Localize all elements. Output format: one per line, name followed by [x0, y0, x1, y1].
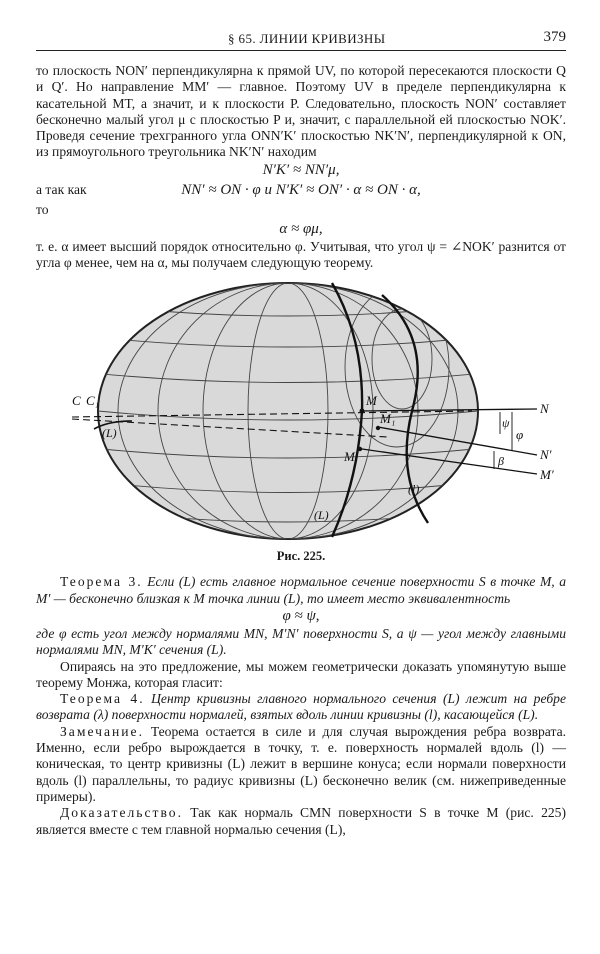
- formula-1: N′K′ ≈ NN′μ,: [262, 161, 340, 178]
- label-N-prime: N′: [540, 447, 552, 463]
- label-C1: C₁: [86, 393, 100, 409]
- book-page: [36, 28, 566, 838]
- label-M1: M₁: [380, 411, 396, 427]
- formula-row-3: [36, 200, 566, 220]
- theorem-3-after: где φ есть угол между нормалями MN, M′N′ поверхности S, а ψ — угол между главными нормалями MN, M′K′ сечения (L).: [36, 625, 566, 658]
- text-then: то: [36, 201, 49, 217]
- theorem-3: [36, 574, 566, 607]
- label-L-left: (L): [102, 426, 117, 441]
- ellipsoid-diagram: [32, 279, 572, 547]
- label-phi: φ: [516, 427, 524, 443]
- theorem-4: [36, 691, 566, 724]
- formula-3: α ≈ φμ,: [279, 220, 323, 237]
- point-M1: [376, 426, 380, 430]
- ellipsoid-surface: [98, 283, 478, 539]
- paragraph-1: то плоскость NON′ перпендикулярна к прямой UV, по которой пересекаются плоскости Q и Q′. Но направление MM′ — главное. Поэтому UV в пределе перпендикулярна к касательной MT, а значит, и к плоскости P. Следовательно, плоскость NON′ составляет бесконечно малый угол μ с плоскостью P и, значит, с параллельной ей плоскостью NOK′. Проведя сечение трехгранного угла ONN′K′ плоскостью NK′N′, перпендикулярной к ON, из прямоугольного треугольника NK′N′ находим: [36, 63, 566, 160]
- label-beta: β: [498, 454, 504, 469]
- page-number: 379: [543, 29, 566, 45]
- text-since: а так как: [36, 181, 87, 197]
- point-M-prime: [358, 447, 362, 451]
- label-M: M: [366, 393, 377, 409]
- proof-body: Так как нормаль CMN поверхности S в точке M (рис. 225) является вместе с тем главной нормалью сечения (L),: [36, 805, 566, 837]
- theorem-3-body: Если (L) есть главное нормальное сечение поверхности S в точке M, а M′ — бесконечно близкая к M точка линии (L), то имеет место эквивалентность: [36, 574, 566, 606]
- label-C: C: [72, 393, 81, 409]
- figure-caption: Рис. 225.: [276, 549, 326, 564]
- section-title: § 65. ЛИНИИ КРИВИЗНЫ: [228, 31, 386, 46]
- formula-row-2: [36, 180, 566, 200]
- proof: [36, 805, 566, 838]
- label-N: N: [540, 401, 549, 417]
- running-header: [36, 28, 566, 51]
- label-M-prime-right: M′: [540, 467, 554, 483]
- formula-2: NN′ ≈ ON · φ и N′K′ ≈ ON′ · α ≈ ON · α,: [181, 181, 421, 198]
- theorem-4-head: Теорема 4.: [60, 691, 145, 707]
- proof-head: Доказательство.: [60, 805, 184, 821]
- point-M: [360, 409, 365, 414]
- theorem-3-formula: φ ≈ ψ,: [282, 607, 320, 624]
- label-M-prime: M′: [344, 449, 358, 465]
- remark-head: Замечание.: [60, 723, 144, 739]
- paragraph-3: Опираясь на это предложение, мы можем геометрически доказать упомянутую выше теорему Монжа, которая гласит:: [36, 658, 566, 690]
- paragraph-2: т. е. α имеет высший порядок относительно φ. Учитывая, что угол ψ = ∠NOK′ разнится от угла φ менее, чем на α, мы получаем следующую теорему.: [36, 238, 566, 271]
- label-psi: ψ: [502, 416, 510, 431]
- remark-body: Теорема остается в силе и для случая вырождения ребра возврата. Именно, если ребро вырождается в точку, т. е. поверхность нормалей вдоль (l) — коническая, то центр кривизны (L) лежит в вершине конуса; если нормали поверхности вдоль (l) параллельны, то радиус кривизны (L) бесконечно велик (см. нижеприведенные примеры).: [36, 723, 567, 804]
- theorem-4-body: Центр кривизны главного нормального сечения (L) лежит на ребре возврата (λ) поверхности нормалей, взятых вдоль линии кривизны (l), касающейся (L).: [36, 691, 566, 723]
- figure-225: [36, 279, 566, 547]
- theorem-3-head: Теорема 3.: [60, 574, 143, 590]
- remark: [36, 724, 566, 805]
- label-L-bottom: (L): [314, 508, 329, 523]
- label-l: (l): [408, 482, 420, 497]
